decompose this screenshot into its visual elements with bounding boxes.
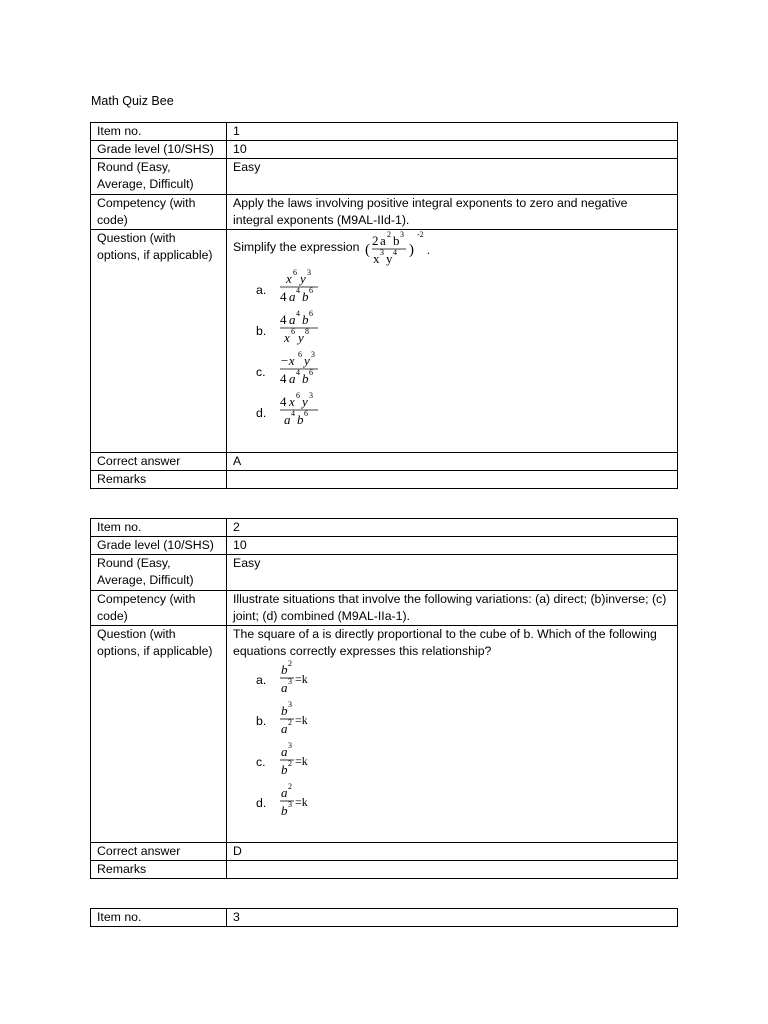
option-d-fraction [278,783,338,825]
value-item-no: 3 [227,909,678,927]
option-a-fraction [278,270,338,312]
label-round: Round (Easy, Average, Difficult) [91,555,227,591]
svg-text:b: b [302,312,309,327]
svg-text:b: b [302,371,309,386]
document-title: Math Quiz Bee [91,94,174,108]
value-round: Easy [227,159,678,195]
svg-text:a: a [284,412,291,427]
svg-text:x: x [289,394,295,409]
label-correct-answer: Correct answer [91,453,227,471]
svg-text:6: 6 [298,350,302,359]
expr-den-var1: x [373,251,380,266]
expr-period: . [427,243,430,257]
svg-text:6: 6 [309,368,313,377]
question-text: Simplify the expression [233,240,360,254]
label-remarks: Remarks [91,471,227,489]
label-grade-level: Grade level (10/SHS) [91,141,227,159]
option-b [233,701,671,742]
question-text: The square of a is directly proportional to the cube of b. Which of the following equations correctly expresses this relationship? [233,627,657,658]
option-letter: b. [256,714,267,728]
svg-text:x: x [286,271,292,286]
options-list [233,270,671,434]
expr-close-paren: ) [409,242,414,258]
svg-text:b: b [281,762,288,777]
label-competency: Competency (with code) [91,591,227,626]
label-grade-level: Grade level (10/SHS) [91,537,227,555]
option-b-fraction [278,701,338,743]
expr-outer-exp: -2 [417,230,424,239]
label-competency: Competency (with code) [91,195,227,230]
label-round: Round (Easy, Average, Difficult) [91,159,227,195]
label-item-no: Item no. [91,123,227,141]
svg-text:2: 2 [288,718,292,727]
svg-text:a: a [281,721,288,736]
question-cell [227,626,678,843]
option-letter: c. [256,365,266,379]
options-list [233,660,671,824]
svg-text:6: 6 [293,268,297,277]
option-b [233,311,671,352]
option-letter: a. [256,673,267,687]
label-remarks: Remarks [91,861,227,879]
option-a [233,660,671,701]
option-a [233,270,671,311]
svg-text:3: 3 [288,741,292,750]
svg-text:4: 4 [296,368,300,377]
expr-num-var1: a [380,233,386,248]
svg-text:3: 3 [307,268,311,277]
svg-text:a: a [289,371,296,386]
value-item-no: 1 [227,123,678,141]
label-item-no: Item no. [91,909,227,927]
svg-text:3: 3 [309,391,313,400]
svg-text:8: 8 [305,327,309,336]
value-grade-level: 10 [227,537,678,555]
svg-text:y: y [304,353,310,368]
svg-text:3: 3 [288,700,292,709]
expr-num-exp2: 3 [400,230,404,239]
value-grade-level: 10 [227,141,678,159]
label-item-no: Item no. [91,519,227,537]
svg-text:−x: −x [280,353,295,368]
svg-text:x: x [284,330,290,345]
value-competency: Apply the laws involving positive integral exponents to zero and negative integral exponents (M9AL-IId-1). [227,195,678,230]
expr-num-coef: 2 [372,233,379,248]
svg-text:=k: =k [295,754,308,768]
svg-text:6: 6 [296,391,300,400]
svg-text:a: a [289,289,296,304]
option-c-fraction [278,352,338,394]
option-letter: d. [256,406,267,420]
svg-text:b: b [297,412,304,427]
option-c-fraction [278,742,338,784]
value-correct-answer: D [227,843,678,861]
question-expression [365,230,435,270]
value-round: Easy [227,555,678,591]
svg-text:2: 2 [288,759,292,768]
svg-text:a: a [281,680,288,695]
svg-text:b: b [281,703,288,718]
label-correct-answer: Correct answer [91,843,227,861]
option-letter: d. [256,796,267,810]
svg-text:4: 4 [280,289,287,304]
svg-text:b: b [281,803,288,818]
value-remarks [227,861,678,879]
svg-text:y: y [300,271,306,286]
svg-text:a: a [281,785,288,800]
svg-text:a: a [289,312,296,327]
value-item-no: 2 [227,519,678,537]
svg-text:6: 6 [309,286,313,295]
expr-num-var2: b [393,233,400,248]
expr-open-paren: ( [365,242,370,258]
option-letter: b. [256,324,267,338]
svg-text:y: y [298,330,304,345]
quiz-item-table-1 [90,122,678,489]
option-c [233,742,671,783]
svg-text:b: b [281,662,288,677]
option-letter: a. [256,283,267,297]
expr-num-exp1: 2 [387,230,391,239]
svg-text:y: y [302,394,308,409]
option-letter: c. [256,755,266,769]
quiz-item-table-2 [90,518,678,879]
quiz-item-table-3 [90,908,678,927]
option-d [233,393,671,434]
svg-text:6: 6 [309,309,313,318]
option-b-fraction [278,311,338,353]
value-competency: Illustrate situations that involve the following variations: (a) direct; (b)inverse; (c) joint; (d) combined (M9AL-IIa-1). [227,591,678,626]
svg-text:a: a [281,744,288,759]
svg-text:3: 3 [311,350,315,359]
question-cell [227,230,678,453]
svg-text:4: 4 [291,409,295,418]
expr-den-exp2: 4 [393,248,397,257]
svg-text:4: 4 [280,312,287,327]
svg-text:4: 4 [296,309,300,318]
svg-text:4: 4 [296,286,300,295]
svg-text:2: 2 [288,659,292,668]
option-d [233,783,671,824]
option-d-fraction [278,393,338,435]
svg-text:6: 6 [304,409,308,418]
option-c [233,352,671,393]
option-a-fraction [278,660,338,702]
svg-text:b: b [302,289,309,304]
svg-text:=k: =k [295,672,308,686]
value-correct-answer: A [227,453,678,471]
svg-text:3: 3 [288,800,292,809]
svg-text:=k: =k [295,795,308,809]
label-question: Question (with options, if applicable) [91,230,227,453]
svg-text:2: 2 [288,782,292,791]
svg-text:=k: =k [295,713,308,727]
svg-text:4: 4 [280,394,287,409]
label-question: Question (with options, if applicable) [91,626,227,843]
expr-den-exp1: 3 [380,248,384,257]
svg-text:4: 4 [280,371,287,386]
svg-text:6: 6 [291,327,295,336]
value-remarks [227,471,678,489]
svg-text:3: 3 [288,677,292,686]
expr-den-var2: y [386,251,393,266]
